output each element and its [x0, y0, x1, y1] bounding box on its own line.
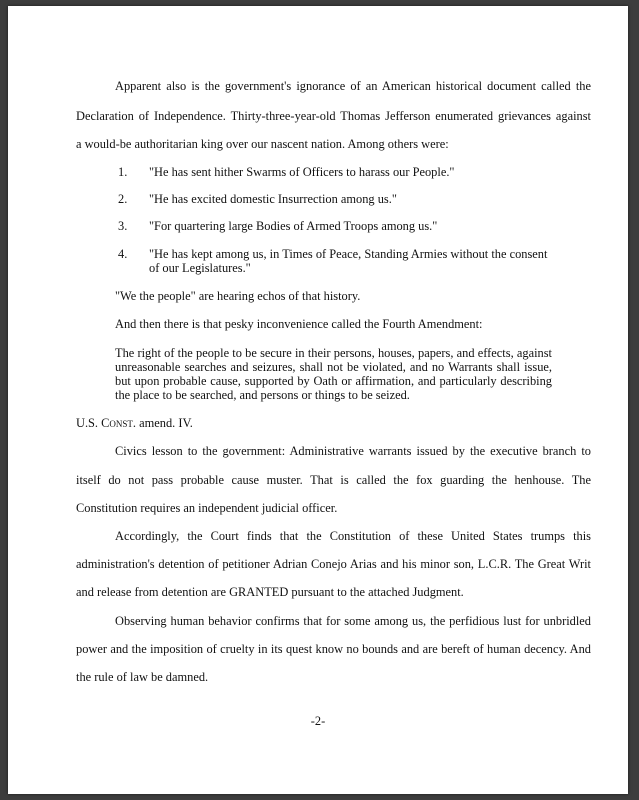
- block-quote-line: The right of the people to be secure in their persons, houses, papers, and effects, against: [115, 346, 552, 360]
- list-item-number: 3.: [118, 219, 128, 233]
- citation: [76, 416, 193, 430]
- paragraph-line: And then there is that pesky inconvenience called the Fourth Amendment:: [115, 317, 483, 331]
- list-item-number: 1.: [118, 165, 128, 179]
- block-quote-line: unreasonable searches and seizures, shall not be violated, and no Warrants shall issue,: [115, 360, 552, 374]
- list-item-number: 4.: [118, 247, 128, 261]
- paragraph-line: Constitution requires an independent judicial officer.: [76, 501, 338, 515]
- citation-suffix: amend. IV.: [136, 416, 193, 430]
- document-page[interactable]: [8, 6, 628, 794]
- list-item-text: "He has sent hither Swarms of Officers to harass our People.": [149, 165, 455, 179]
- citation-prefix: U.S.: [76, 416, 102, 430]
- list-item-text: "He has excited domestic Insurrection among us.": [149, 192, 397, 206]
- paragraph-line: a would-be authoritarian king over our nascent nation. Among others were:: [76, 137, 449, 151]
- page-number: -2-: [310, 714, 326, 728]
- paragraph-line: the rule of law be damned.: [76, 670, 209, 684]
- paragraph-line: Civics lesson to the government: Administrative warrants issued by the executive branch to: [115, 444, 591, 458]
- paragraph-line: Observing human behavior confirms that for some among us, the perfidious lust for unbridled: [115, 614, 591, 628]
- citation-const: Const.: [101, 416, 137, 430]
- list-item-text: "For quartering large Bodies of Armed Troops among us.": [149, 219, 438, 233]
- paragraph-line: Declaration of Independence. Thirty-three-year-old Thomas Jefferson enumerated grievances against: [76, 109, 591, 123]
- list-item-text: of our Legislatures.": [149, 261, 251, 275]
- paragraph-line: Apparent also is the government's ignorance of an American historical document called the: [115, 79, 591, 93]
- block-quote-line: but upon probable cause, supported by Oath or affirmation, and particularly describing: [115, 374, 552, 388]
- block-quote-line: the place to be searched, and persons or things to be seized.: [115, 388, 410, 402]
- list-item-number: 2.: [118, 192, 128, 206]
- paragraph-line: itself do not pass probable cause muster. That is called the fox guarding the henhouse. The: [76, 473, 591, 487]
- paragraph-line: and release from detention are GRANTED pursuant to the attached Judgment.: [76, 585, 464, 599]
- list-item-text: "He has kept among us, in Times of Peace, Standing Armies without the consent: [149, 247, 548, 261]
- paragraph-line: "We the people" are hearing echos of that history.: [115, 289, 361, 303]
- paragraph-line: administration's detention of petitioner Adrian Conejo Arias and his minor son, L.C.R. The Great Writ: [76, 557, 591, 571]
- paragraph-line: Accordingly, the Court finds that the Constitution of these United States trumps this: [115, 529, 591, 543]
- paragraph-line: power and the imposition of cruelty in its quest know no bounds and are bereft of human decency. And: [76, 642, 591, 656]
